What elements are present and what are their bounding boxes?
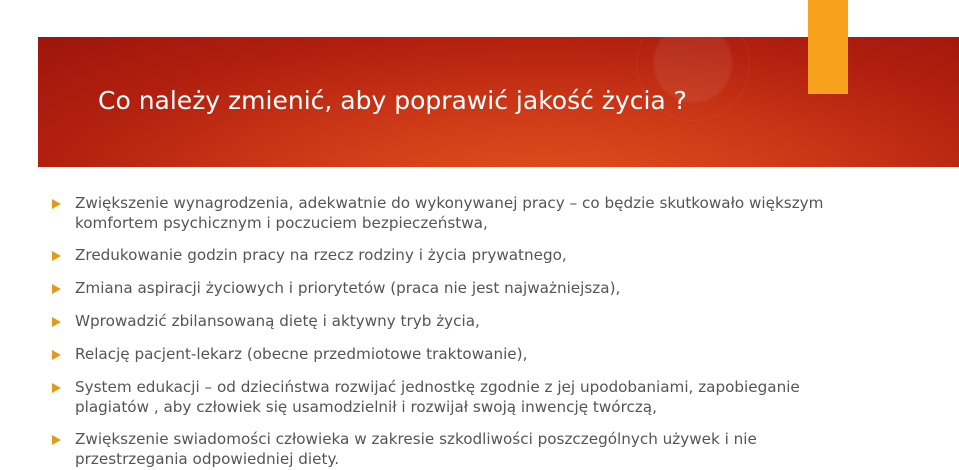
bullet-item — [48, 377, 948, 417]
bullet-list — [48, 193, 948, 469]
bullet-item — [48, 429, 948, 469]
accent-bar-overlay — [808, 0, 848, 94]
bullet-text: Zwiększenie wynagrodzenia, adekwatnie do wykonywanej pracy – co będzie skutkowało większym — [75, 194, 824, 212]
bullet-item — [48, 193, 948, 233]
bullet-item — [48, 344, 948, 364]
bullet-text-cont: komfortem psychicznym i poczuciem bezpieczeństwa, — [75, 214, 488, 232]
bullet-item — [48, 278, 948, 298]
triangle-bullet-icon — [52, 317, 61, 327]
bullet-text-cont: plagiatów , aby człowiek się usamodzielnił i rozwijał swoją inwencję twórczą, — [75, 398, 657, 416]
triangle-bullet-icon — [52, 435, 61, 445]
bullet-text: Zredukowanie godzin pracy na rzecz rodziny i życia prywatnego, — [75, 246, 567, 264]
bullet-text: Zmiana aspiracji życiowych i priorytetów (praca nie jest najważniejsza), — [75, 279, 621, 297]
bullet-text-cont: przestrzegania odpowiedniej diety. — [75, 450, 340, 468]
bullet-item — [48, 311, 948, 331]
triangle-bullet-icon — [52, 251, 61, 261]
slide-title: Co należy zmienić, aby poprawić jakość życia ? — [98, 86, 687, 115]
bullet-text: Zwiększenie swiadomości człowieka w zakresie szkodliwości poszczególnych używek i nie — [75, 430, 757, 448]
triangle-bullet-icon — [52, 383, 61, 393]
bullet-text: Wprowadzić zbilansowaną dietę i aktywny tryb życia, — [75, 312, 480, 330]
bullet-text: System edukacji – od dzieciństwa rozwijać jednostkę zgodnie z jej upodobaniami, zapobieganie — [75, 378, 800, 396]
triangle-bullet-icon — [52, 350, 61, 360]
triangle-bullet-icon — [52, 284, 61, 294]
bullet-text: Relację pacjent-lekarz (obecne przedmiotowe traktowanie), — [75, 345, 528, 363]
bullet-item — [48, 245, 948, 265]
triangle-bullet-icon — [52, 199, 61, 209]
